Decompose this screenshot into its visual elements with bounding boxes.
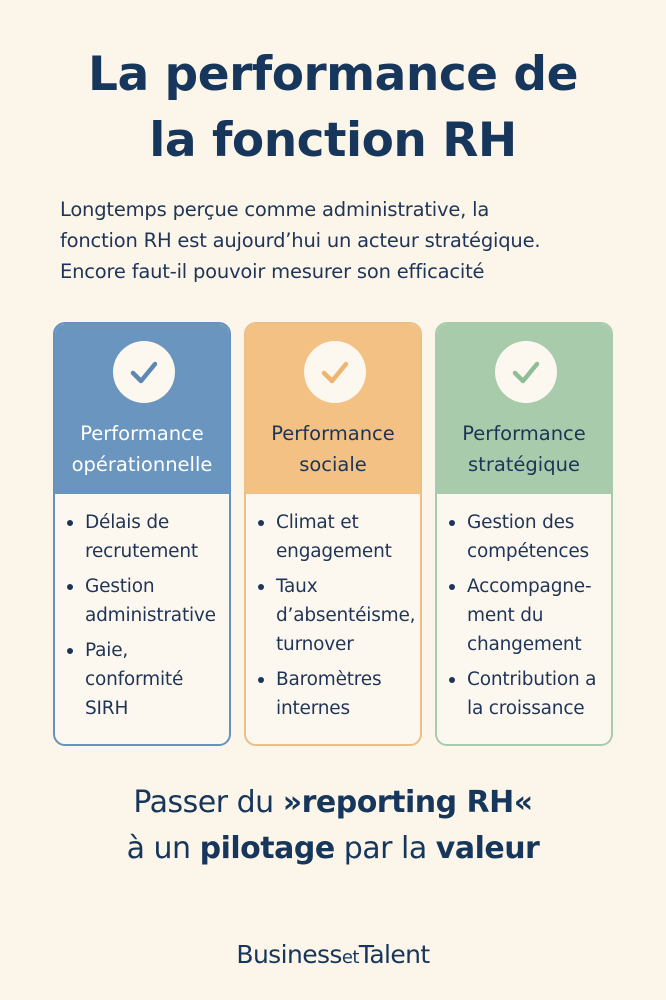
bullet-dot (449, 520, 455, 526)
list-item-line: SIRH (85, 698, 129, 719)
list-item-line: engagement (276, 541, 392, 562)
card-strategic-performance (435, 322, 613, 746)
intro-line-3: Encore faut-il pouvoir mesurer son efficacité (60, 260, 485, 283)
card-social-performance (244, 322, 422, 746)
tagline-emphasis: valeur (435, 831, 540, 866)
card-title (246, 418, 420, 480)
list-item (65, 636, 229, 723)
list-item-line: turnover (276, 634, 354, 655)
card-list (246, 494, 420, 723)
tagline (0, 780, 666, 872)
card-header (437, 324, 611, 494)
check-icon (304, 341, 366, 403)
list-item-line: Accompagne- (467, 576, 592, 597)
title-line-2: la fonction RH (149, 113, 517, 168)
brand-part: et (341, 947, 359, 968)
list-item-line: la croissance (467, 698, 585, 719)
list-item-line: Taux (276, 576, 318, 597)
intro-line-1: Longtemps perçue comme administrative, la (60, 198, 490, 221)
list-item (447, 665, 611, 723)
tagline-text: à un (126, 831, 200, 866)
card-header (55, 324, 229, 494)
card-title (55, 418, 229, 480)
bullet-dot (258, 584, 264, 590)
check-icon (113, 341, 175, 403)
brand-logo (0, 940, 666, 969)
list-item-line: changement (467, 634, 582, 655)
card-title-line-1: Performance (271, 422, 395, 445)
card-title-line-2: opérationnelle (71, 453, 213, 476)
list-item (65, 572, 229, 630)
list-item-line: internes (276, 698, 350, 719)
list-item-line: Paie, (85, 640, 129, 661)
list-item (447, 508, 611, 566)
bullet-dot (258, 520, 264, 526)
list-item-line: Gestion (85, 576, 155, 597)
list-item-line: Délais de (85, 512, 170, 533)
list-item (256, 665, 420, 723)
list-item-line: d’absentéisme, (276, 605, 416, 626)
bullet-dot (67, 584, 73, 590)
list-item-line: conformité (85, 669, 184, 690)
card-title-line-1: Performance (80, 422, 204, 445)
bullet-dot (449, 584, 455, 590)
list-item-line: recrutement (85, 541, 198, 562)
card-list (55, 494, 229, 723)
tagline-text: Passer du (133, 785, 283, 820)
bullet-dot (67, 648, 73, 654)
tagline-emphasis: pilotage (199, 831, 335, 866)
bullet-dot (258, 677, 264, 683)
list-item-line: Baromètres (276, 669, 382, 690)
card-operational-performance (53, 322, 231, 746)
list-item-line: Climat et (276, 512, 359, 533)
card-title-line-1: Performance (462, 422, 586, 445)
brand-part: Talent (358, 940, 430, 969)
bullet-dot (67, 520, 73, 526)
intro-line-2: fonction RH est aujourd’hui un acteur stratégique. (60, 229, 541, 252)
brand-part: Business (236, 940, 342, 969)
list-item-line: ment du (467, 605, 544, 626)
tagline-line-2 (0, 826, 666, 872)
list-item-line: Contribution a (467, 669, 597, 690)
list-item (447, 572, 611, 659)
list-item-line: compétences (467, 541, 589, 562)
tagline-emphasis: »reporting RH« (282, 785, 533, 820)
card-list (437, 494, 611, 723)
page-title (0, 42, 666, 174)
tagline-line-1 (0, 780, 666, 826)
check-icon (495, 341, 557, 403)
title-line-1: La performance de (88, 47, 578, 102)
tagline-text: par la (334, 831, 436, 866)
list-item (256, 572, 420, 659)
card-title-line-2: stratégique (468, 453, 580, 476)
bullet-dot (449, 677, 455, 683)
list-item-line: Gestion des (467, 512, 575, 533)
list-item-line: administrative (85, 605, 216, 626)
card-title (437, 418, 611, 480)
card-title-line-2: sociale (299, 453, 367, 476)
intro-text (60, 194, 630, 287)
list-item (256, 508, 420, 566)
list-item (65, 508, 229, 566)
card-header (246, 324, 420, 494)
